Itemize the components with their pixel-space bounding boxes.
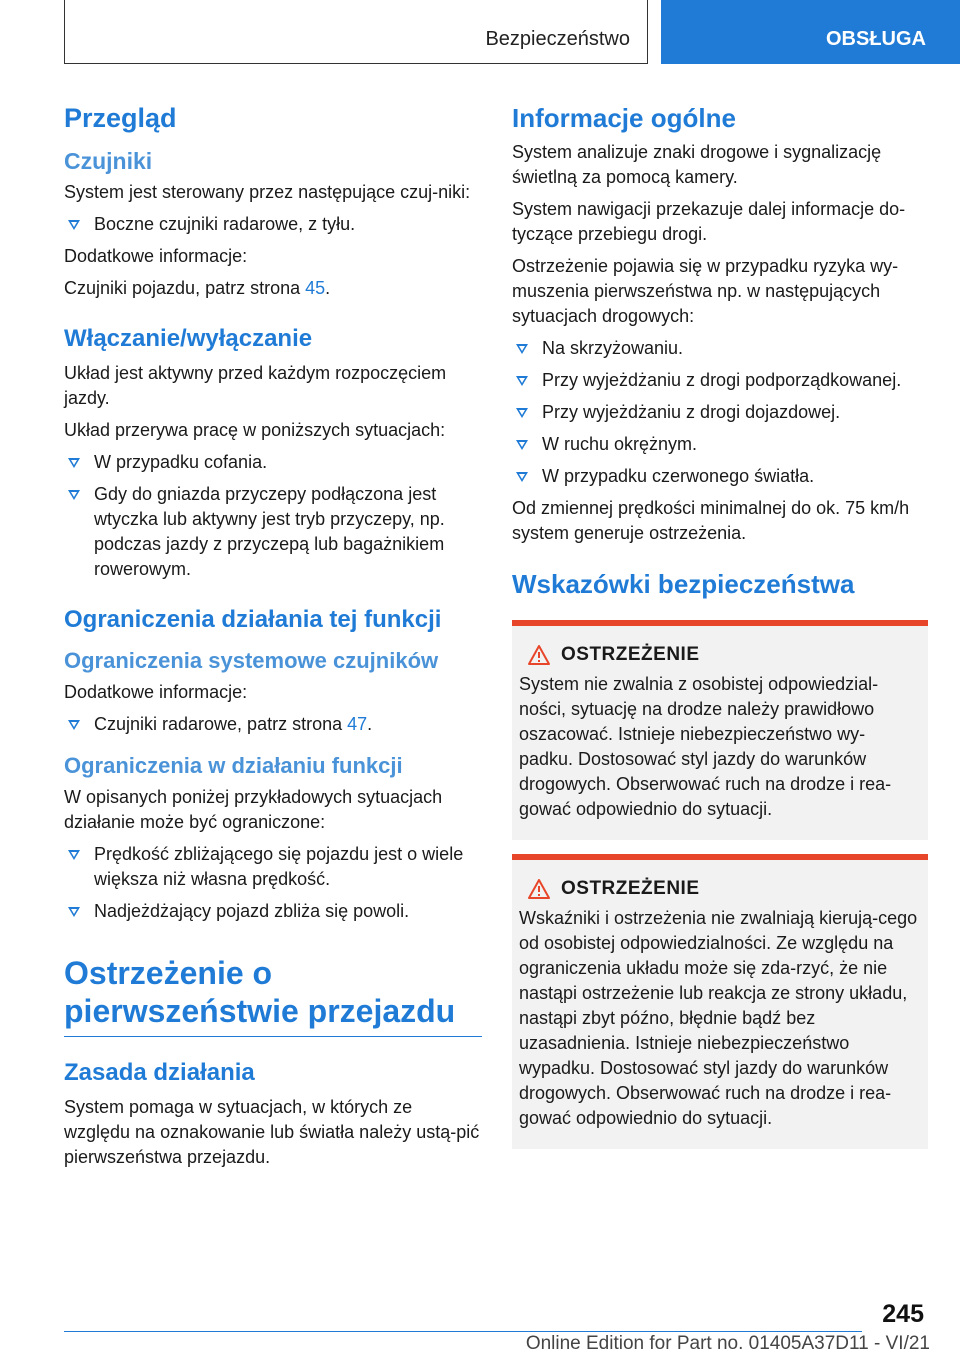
paragraph-opisanych: W opisanych poniżej przykładowych sytuacjach działanie może być ograniczone: <box>64 787 443 832</box>
paragraph-nawigacji: System nawigacji przekazuje dalej informacje do-tyczące przebiegu drogi. <box>512 199 906 244</box>
header-tab-obsluga[interactable]: OBSŁUGA <box>661 0 960 64</box>
list-sytuacje <box>512 336 928 489</box>
bullet-triangle-icon <box>516 408 528 418</box>
bullet-triangle-icon <box>68 490 80 500</box>
heading-ostrzezenie-pierwszenstwo: Ostrzeżenie o pierwszeństwie przejazdu <box>64 954 482 1037</box>
paragraph-zmiennej: Od zmiennej prędkości minimalnej do ok. 75 km/h system generuje ostrzeżenia. <box>512 498 910 543</box>
bullet-triangle-icon <box>68 850 80 860</box>
left-column <box>64 100 482 1177</box>
header-section-title: Bezpieczeństwo <box>485 28 630 50</box>
bullet-triangle-icon <box>516 344 528 354</box>
list-systemowe <box>64 712 482 737</box>
bullet-triangle-icon <box>68 907 80 917</box>
warning-title: OSTRZEŻENIE <box>561 878 700 899</box>
bullet-triangle-icon <box>68 220 80 230</box>
warning-text: System nie zwalnia z osobistej odpowiedzial-ności, sytuację na drodze należy prawidłowo oszacować. Istnieje niebezpieczeństwo wy-padku. Dostosować styl jazdy do warunków drogowych. Obserwować ruch na drodze i rea-gować odpowiednio do sytuacji. <box>519 674 892 819</box>
heading-wskazowki: Wskazówki bezpieczeństwa <box>512 569 855 599</box>
bullet-triangle-icon <box>516 472 528 482</box>
list-item: W ruchu okrężnym. <box>512 432 928 457</box>
bullet-triangle-icon <box>516 376 528 386</box>
heading-przeglad: Przegląd <box>64 103 177 133</box>
page-number: 245 <box>882 1300 924 1328</box>
paragraph-czujniki: System jest sterowany przez następujące czuj-niki: <box>64 182 471 202</box>
list-item: Nadjeżdżający pojazd zbliża się powoli. <box>64 899 482 924</box>
paragraph-przerywa: Układ przerywa pracę w poniższych sytuacjach: <box>64 420 446 440</box>
heading-w-dzialaniu: Ograniczenia w działaniu funkcji <box>64 753 403 778</box>
paragraph-aktywny: Układ jest aktywny przed każdym rozpoczęciem jazdy. <box>64 363 447 408</box>
list-item: Gdy do gniazda przyczepy podłączona jest wtyczka lub aktywny jest tryb przyczepy, np. podczas jazdy z przyczepą lub bagażnikiem rowerowym. <box>64 482 482 582</box>
heading-zasada: Zasada działania <box>64 1059 255 1086</box>
right-column <box>512 100 928 1161</box>
heading-systemowe: Ograniczenia systemowe czujników <box>64 648 439 673</box>
paragraph-dodatkowe-2: Dodatkowe informacje: <box>64 682 248 702</box>
warning-triangle-icon <box>527 644 551 666</box>
paragraph-analizuje: System analizuje znaki drogowe i sygnalizację świetlną za pomocą kamery. <box>512 142 882 187</box>
heading-ograniczenia: Ograniczenia działania tej funkcji <box>64 606 442 633</box>
list-item: W przypadku cofania. <box>64 450 482 475</box>
list-item: Boczne czujniki radarowe, z tyłu. <box>64 212 482 237</box>
warning-box-1 <box>512 620 928 840</box>
warning-title: OSTRZEŻENIE <box>561 644 700 665</box>
list-item: Przy wyjeżdżaniu z drogi podporządkowanej. <box>512 368 928 393</box>
list-opisanych <box>64 842 482 924</box>
warning-triangle-icon <box>527 878 551 900</box>
footer-divider <box>64 1331 862 1332</box>
paragraph-ostrzezenie: Ostrzeżenie pojawia się w przypadku ryzyka wy-muszenia pierwszeństwa np. w następujących sytuacjach drogowych: <box>512 256 899 326</box>
bullet-triangle-icon <box>68 458 80 468</box>
list-item: W przypadku czerwonego światła. <box>512 464 928 489</box>
warning-text: Wskaźniki i ostrzeżenia nie zwalniają kierują-cego od osobistej odpowiedzialności. Ze względu na ograniczenia układu może się zda-rzyć, że nie nastąpi ostrzeżenie lub reakcja ze strony układu, nastąpi zbyt późno, błędnie bądź bez uzasadnienia. Istnieje niebezpieczeństwo wypadku. Dostosować styl jazdy do warunków drogowych. Obserwować ruch na drodze i rea-gować odpowiednio do sytuacji. <box>519 908 918 1128</box>
heading-czujniki: Czujniki <box>64 148 153 174</box>
heading-informacje: Informacje ogólne <box>512 103 736 133</box>
page-link-47[interactable]: 47 <box>347 714 368 734</box>
heading-wlaczanie: Włączanie/wyłączanie <box>64 325 313 352</box>
paragraph-ref-czujniki: Czujniki pojazdu, patrz strona 45. <box>64 278 331 298</box>
footer-edition: Online Edition for Part no. 01405A37D11 - VI/21 <box>525 1333 930 1354</box>
paragraph-zasada: System pomaga w sytuacjach, w których ze względu na oznakowanie lub światła należy ustą-pić pierwszeństwa przejazdu. <box>64 1097 480 1167</box>
paragraph-dodatkowe: Dodatkowe informacje: <box>64 246 248 266</box>
bullet-triangle-icon <box>68 720 80 730</box>
warning-box-2 <box>512 854 928 1149</box>
list-item: Czujniki radarowe, patrz strona 47. <box>64 712 482 737</box>
list-przerywa <box>64 450 482 582</box>
bullet-triangle-icon <box>516 440 528 450</box>
list-item: Prędkość zbliżającego się pojazdu jest o wiele większa niż własna prędkość. <box>64 842 482 892</box>
page-link-45[interactable]: 45 <box>305 278 326 298</box>
list-item: Przy wyjeżdżaniu z drogi dojazdowej. <box>512 400 928 425</box>
list-czujniki <box>64 212 482 237</box>
list-item: Na skrzyżowaniu. <box>512 336 928 361</box>
